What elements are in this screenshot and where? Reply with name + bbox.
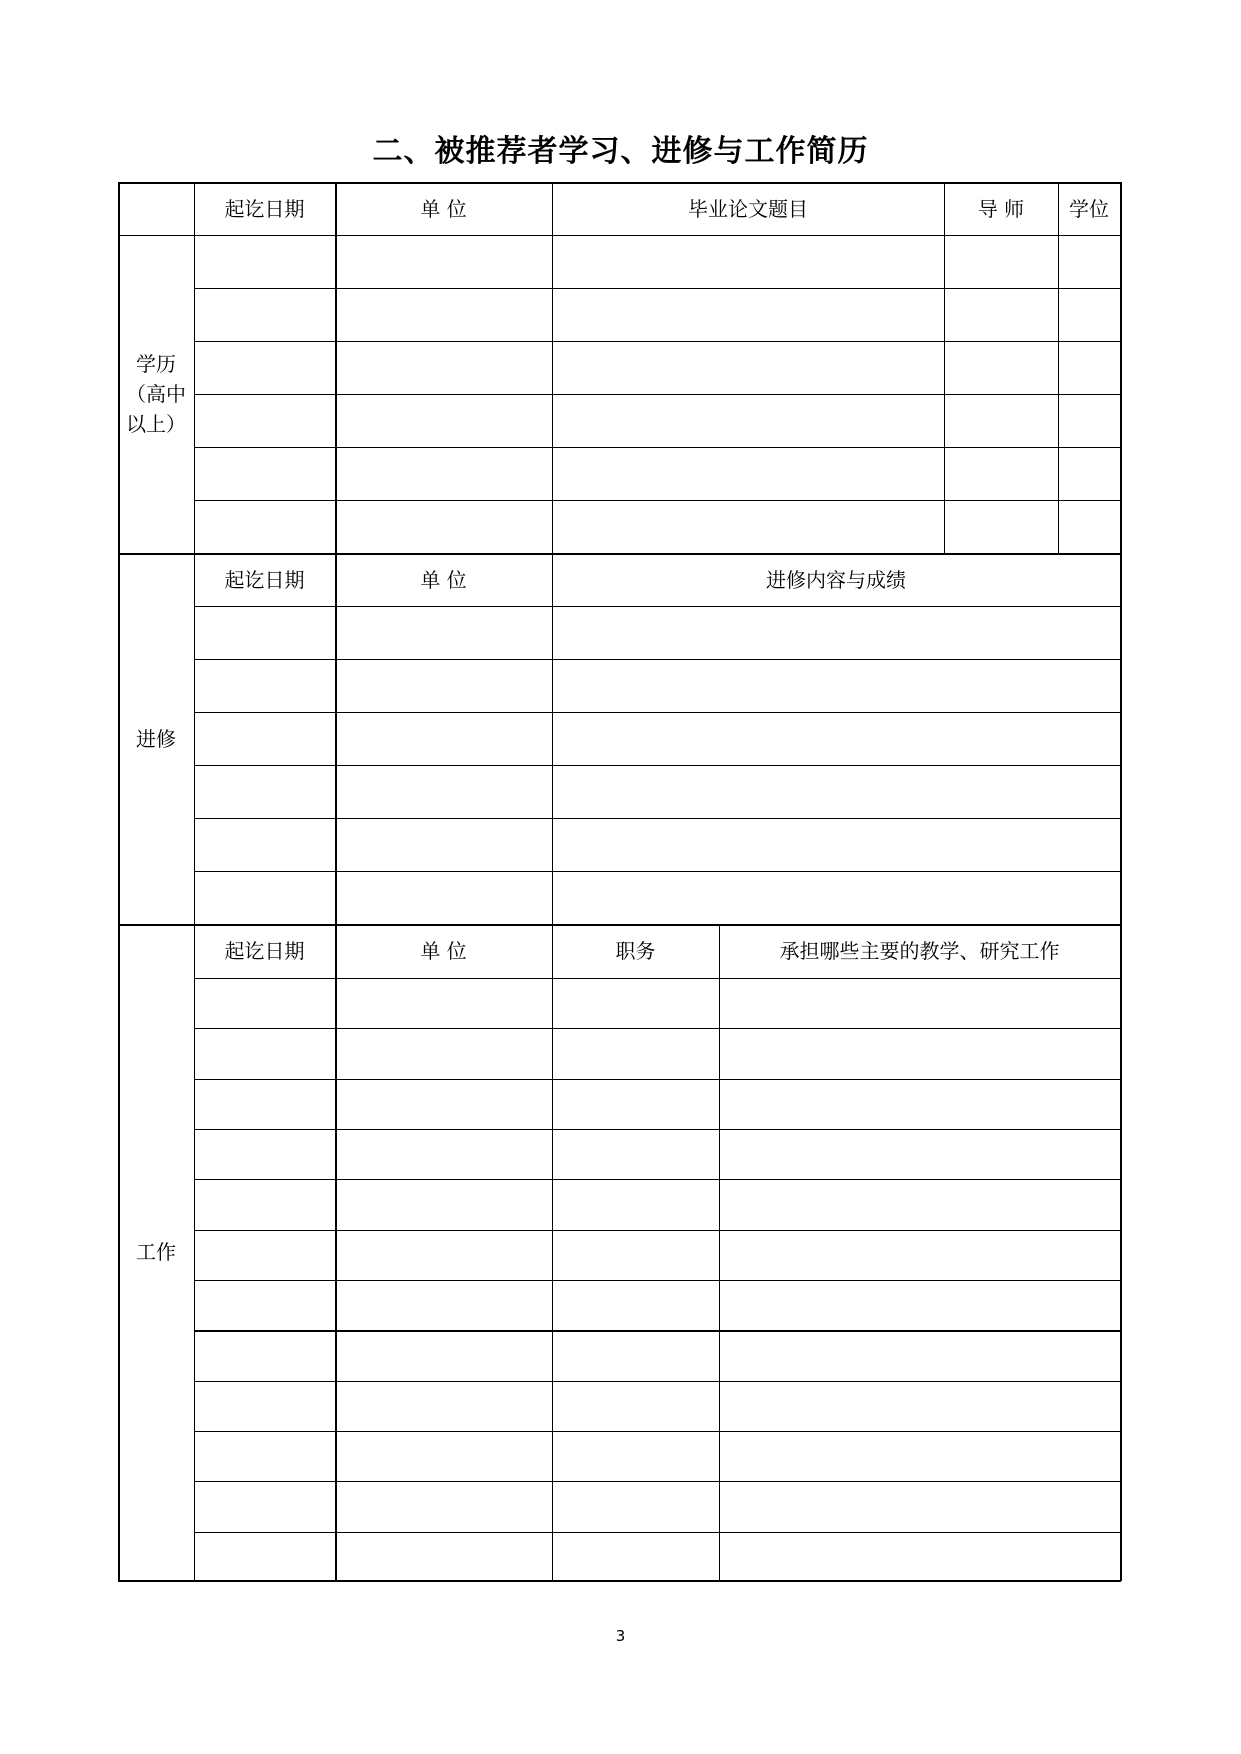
- training-header-unit: 单 位: [420, 567, 467, 592]
- work-date-cell[interactable]: [195, 979, 335, 1028]
- training-content-cell[interactable]: [553, 766, 1120, 818]
- training-unit-cell[interactable]: [336, 607, 552, 659]
- work-position-cell[interactable]: [553, 1029, 719, 1079]
- page-title: 二、被推荐者学习、进修与工作简历: [372, 134, 869, 169]
- work-date-cell[interactable]: [195, 1432, 335, 1481]
- work-position-cell[interactable]: [553, 1482, 719, 1532]
- training-unit-cell[interactable]: [336, 766, 552, 818]
- training-header-date: 起讫日期: [224, 567, 305, 592]
- education-unit-cell[interactable]: [336, 289, 552, 341]
- work-unit-cell[interactable]: [336, 1382, 552, 1431]
- page-number: 3: [615, 1627, 626, 1645]
- work-position-cell[interactable]: [553, 979, 719, 1028]
- education-advisor-cell[interactable]: [945, 342, 1058, 394]
- training-content-cell[interactable]: [553, 872, 1120, 924]
- work-date-cell[interactable]: [195, 1533, 335, 1580]
- education-unit-cell[interactable]: [336, 448, 552, 500]
- training-header-content: 进修内容与成绩: [766, 567, 906, 592]
- work-position-cell[interactable]: [553, 1533, 719, 1580]
- work-date-cell[interactable]: [195, 1331, 335, 1381]
- work-position-cell[interactable]: [553, 1281, 719, 1330]
- training-date-cell[interactable]: [195, 607, 335, 659]
- training-unit-cell[interactable]: [336, 819, 552, 871]
- training-date-cell[interactable]: [195, 766, 335, 818]
- work-unit-cell[interactable]: [336, 979, 552, 1028]
- work-date-cell[interactable]: [195, 1080, 335, 1129]
- training-date-cell[interactable]: [195, 660, 335, 712]
- header-advisor: 导 师: [977, 196, 1025, 221]
- work-date-cell[interactable]: [195, 1482, 335, 1532]
- education-date-cell[interactable]: [195, 395, 335, 447]
- training-content-cell[interactable]: [553, 607, 1120, 659]
- training-content-cell[interactable]: [553, 713, 1120, 765]
- work-position-cell[interactable]: [553, 1130, 719, 1179]
- education-degree-cell[interactable]: [1059, 342, 1120, 394]
- training-content-cell[interactable]: [553, 660, 1120, 712]
- education-date-cell[interactable]: [195, 448, 335, 500]
- education-date-cell[interactable]: [195, 236, 335, 288]
- education-advisor-cell[interactable]: [945, 395, 1058, 447]
- education-advisor-cell[interactable]: [945, 236, 1058, 288]
- education-degree-cell[interactable]: [1059, 448, 1120, 500]
- section-label-training: 进修: [136, 726, 176, 751]
- work-duties-cell[interactable]: [720, 1533, 1120, 1580]
- training-date-cell[interactable]: [195, 713, 335, 765]
- work-position-cell[interactable]: [553, 1382, 719, 1431]
- work-header-date: 起讫日期: [224, 939, 305, 963]
- education-date-cell[interactable]: [195, 342, 335, 394]
- work-position-cell[interactable]: [553, 1180, 719, 1230]
- education-date-cell[interactable]: [195, 501, 335, 553]
- work-date-cell[interactable]: [195, 1382, 335, 1431]
- work-duties-cell[interactable]: [720, 1231, 1120, 1280]
- work-unit-cell[interactable]: [336, 1533, 552, 1580]
- training-content-cell[interactable]: [553, 819, 1120, 871]
- work-date-cell[interactable]: [195, 1130, 335, 1179]
- work-position-cell[interactable]: [553, 1080, 719, 1129]
- education-thesis-cell[interactable]: [553, 289, 944, 341]
- work-position-cell[interactable]: [553, 1432, 719, 1481]
- work-duties-cell[interactable]: [720, 1180, 1120, 1230]
- work-unit-cell[interactable]: [336, 1482, 552, 1532]
- work-duties-cell[interactable]: [720, 1029, 1120, 1079]
- training-unit-cell[interactable]: [336, 660, 552, 712]
- education-date-cell[interactable]: [195, 289, 335, 341]
- work-unit-cell[interactable]: [336, 1029, 552, 1079]
- education-degree-cell[interactable]: [1059, 501, 1120, 553]
- work-unit-cell[interactable]: [336, 1231, 552, 1280]
- work-duties-cell[interactable]: [720, 1382, 1120, 1431]
- work-duties-cell[interactable]: [720, 979, 1120, 1028]
- work-unit-cell[interactable]: [336, 1080, 552, 1129]
- work-duties-cell[interactable]: [720, 1281, 1120, 1330]
- education-advisor-cell[interactable]: [945, 501, 1058, 553]
- work-unit-cell[interactable]: [336, 1331, 552, 1381]
- work-unit-cell[interactable]: [336, 1130, 552, 1179]
- work-duties-cell[interactable]: [720, 1130, 1120, 1179]
- header-thesis: 毕业论文题目: [688, 196, 808, 221]
- training-date-cell[interactable]: [195, 819, 335, 871]
- work-duties-cell[interactable]: [720, 1482, 1120, 1532]
- work-date-cell[interactable]: [195, 1180, 335, 1230]
- table-rule: [118, 1580, 1121, 1582]
- education-thesis-cell[interactable]: [553, 448, 944, 500]
- resume-form-table: [118, 182, 1120, 1580]
- training-unit-cell[interactable]: [336, 872, 552, 924]
- work-date-cell[interactable]: [195, 1029, 335, 1079]
- training-unit-cell[interactable]: [336, 713, 552, 765]
- table-rule: [1120, 182, 1122, 1581]
- education-thesis-cell[interactable]: [553, 395, 944, 447]
- work-unit-cell[interactable]: [336, 1281, 552, 1330]
- work-unit-cell[interactable]: [336, 1180, 552, 1230]
- header-unit: 单 位: [420, 196, 467, 221]
- education-unit-cell[interactable]: [336, 236, 552, 288]
- work-duties-cell[interactable]: [720, 1331, 1120, 1381]
- education-unit-cell[interactable]: [336, 501, 552, 553]
- work-duties-cell[interactable]: [720, 1080, 1120, 1129]
- work-header-duties: 承担哪些主要的教学、研究工作: [779, 939, 1060, 963]
- education-degree-cell[interactable]: [1059, 236, 1120, 288]
- work-date-cell[interactable]: [195, 1231, 335, 1280]
- education-unit-cell[interactable]: [336, 395, 552, 447]
- section-label-work: 工作: [136, 1240, 176, 1264]
- education-thesis-cell[interactable]: [553, 501, 944, 553]
- work-duties-cell[interactable]: [720, 1432, 1120, 1481]
- work-date-cell[interactable]: [195, 1281, 335, 1330]
- section-label-education: 学历 （高中 以上）: [126, 352, 186, 436]
- education-degree-cell[interactable]: [1059, 289, 1120, 341]
- education-advisor-cell[interactable]: [945, 448, 1058, 500]
- education-thesis-cell[interactable]: [553, 236, 944, 288]
- education-degree-cell[interactable]: [1059, 395, 1120, 447]
- work-position-cell[interactable]: [553, 1331, 719, 1381]
- header-degree: 学位: [1069, 196, 1109, 221]
- work-unit-cell[interactable]: [336, 1432, 552, 1481]
- work-header-unit: 单 位: [420, 939, 467, 963]
- header-date: 起讫日期: [224, 196, 305, 221]
- work-header-position: 职务: [615, 939, 656, 963]
- training-date-cell[interactable]: [195, 872, 335, 924]
- work-position-cell[interactable]: [553, 1231, 719, 1280]
- education-thesis-cell[interactable]: [553, 342, 944, 394]
- education-unit-cell[interactable]: [336, 342, 552, 394]
- education-advisor-cell[interactable]: [945, 289, 1058, 341]
